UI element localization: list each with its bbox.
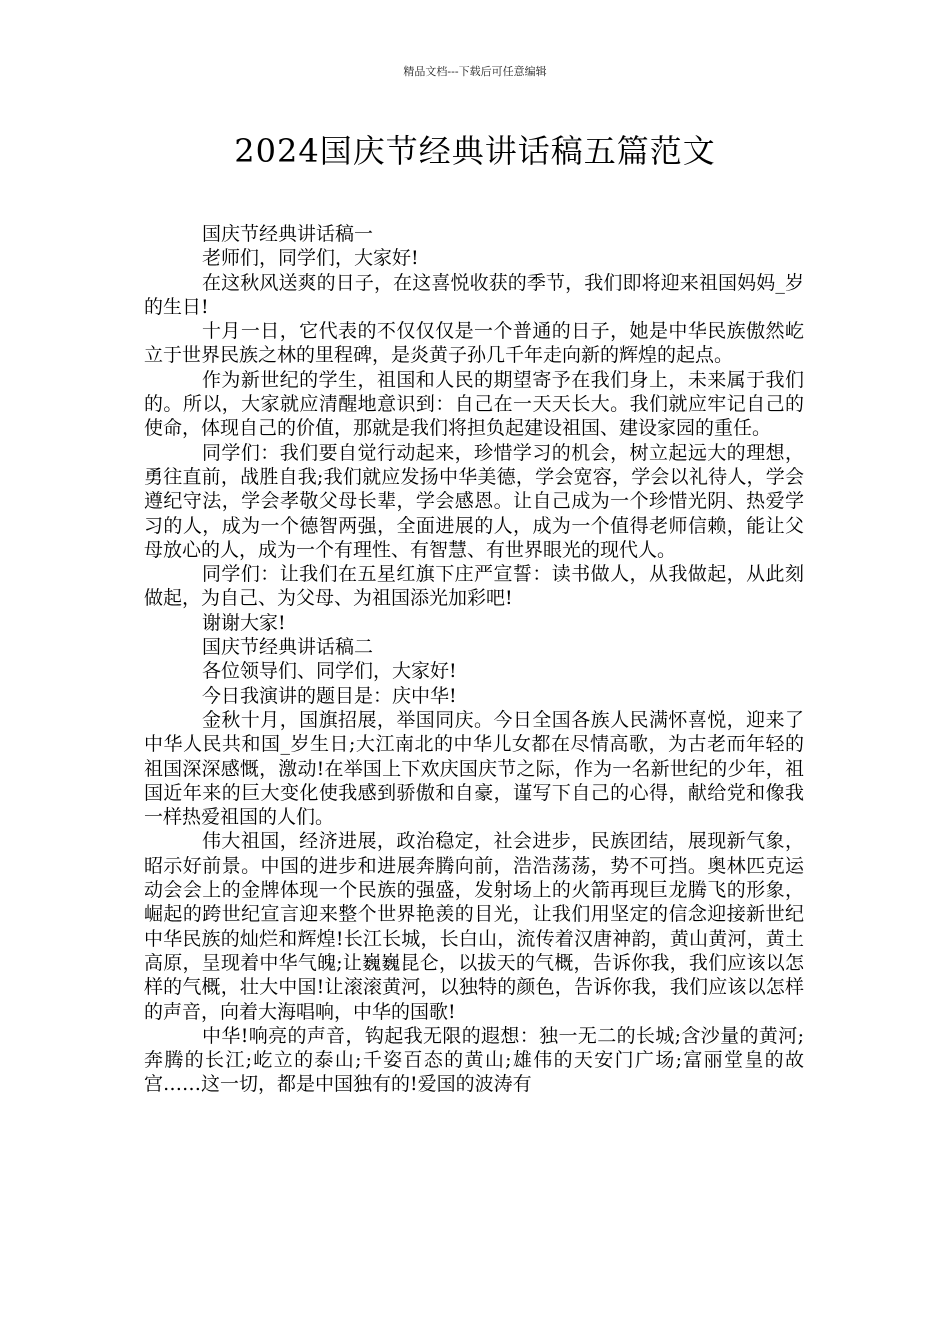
paragraph: 国庆节经典讲话稿二 xyxy=(202,636,374,659)
paragraph: 十月一日，它代表的不仅仅仅是一个普通的日子，她是中华民族傲然屹立于世界民族之林的里程碑，是炎黄子孙几千年走向新的辉煌的起点。 xyxy=(144,320,804,367)
paragraph: 国庆节经典讲话稿一 xyxy=(202,223,374,245)
paragraph: 同学们：让我们在五星红旗下庄严宣誓：读书做人，从我做起，从此刻做起，为自己、为父母、为祖国添光加彩吧! xyxy=(144,563,804,610)
document-body xyxy=(144,222,804,1097)
document-title: 2024国庆节经典讲话稿五篇范文 xyxy=(234,132,716,170)
page-header xyxy=(0,64,950,80)
paragraph: 老师们，同学们，大家好! xyxy=(202,247,419,270)
paragraph: 同学们：我们要自觉行动起来，珍惜学习的机会，树立起远大的理想，勇往直前，战胜自我;我们就应发扬中华美德，学会宽容，学会以礼待人，学会遵纪守法，学会孝敬父母长辈，学会感恩。让自己成为一个珍惜光阴、热爱学习的人，成为一个德智两强，全面进展的人，成为一个值得老师信赖，能让父母放心的人，成为一个有理性、有智慧、有世界眼光的现代人。 xyxy=(144,441,804,561)
paragraph: 谢谢大家! xyxy=(202,611,286,634)
paragraph: 在这秋风送爽的日子，在这喜悦收获的季节，我们即将迎来祖国妈妈_岁的生日! xyxy=(144,271,804,318)
paragraph: 中华!响亮的声音，钩起我无限的遐想：独一无二的长城;含沙量的黄河;奔腾的长江;屹立的泰山;千姿百态的黄山;雄伟的天安门广场;富丽堂皇的故宫……这一切，都是中国独有的!爱国的波涛有 xyxy=(144,1024,804,1096)
paragraph: 伟大祖国，经济进展，政治稳定，社会进步，民族团结，展现新气象，昭示好前景。中国的进步和进展奔腾向前，浩浩荡荡，势不可挡。奥林匹克运动会会上的金牌体现一个民族的强盛，发射场上的火箭再现巨龙腾飞的形象，崛起的跨世纪宣言迎来整个世界艳羡的目光，让我们用坚定的信念迎接新世纪中华民族的灿烂和辉煌!长江长城，长白山，流传着汉唐神韵，黄山黄河，黄土高原，呈现着中华气魄;让巍巍昆仑，以拔天的气概，告诉你我，我们应该以怎样的气概，壮大中国!让滚滚黄河，以独特的颜色，告诉你我，我们应该以怎样的声音，向着大海唱响，中华的国歌! xyxy=(144,830,804,1023)
paragraph: 金秋十月，国旗招展，举国同庆。今日全国各族人民满怀喜悦，迎来了中华人民共和国_岁生日;大江南北的中华儿女都在尽情高歌，为古老而年轻的祖国深深感慨，激动!在举国上下欢庆国庆节之际，作为一名新世纪的少年，祖国近年来的巨大变化使我感到骄傲和自豪，谨写下自己的心得，献给党和像我一样热爱祖国的人们。 xyxy=(144,708,804,829)
paragraph: 各位领导们、同学们，大家好! xyxy=(202,660,457,683)
header-note: 精品文档---下载后可任意编辑 xyxy=(403,65,547,78)
paragraph: 作为新世纪的学生，祖国和人民的期望寄予在我们身上，未来属于我们的。所以，大家就应清醒地意识到：自己在一天天长大。我们就应牢记自己的使命，体现自己的价值，那就是我们将担负起建设祖国、建设家园的重任。 xyxy=(144,368,804,440)
paragraph: 今日我演讲的题目是：庆中华! xyxy=(202,684,457,707)
